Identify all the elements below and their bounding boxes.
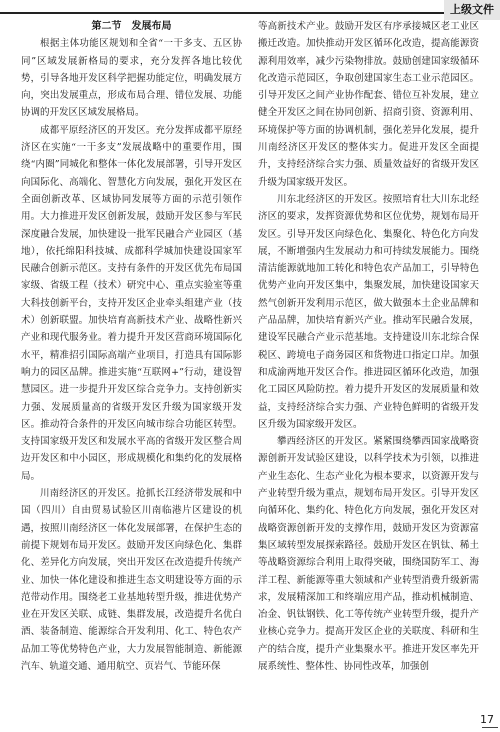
paragraph: 根据主体功能区规划和全省“一干多支、五区协同”区域发展新格局的要求，充分发挥各地比较优势，引导各地开发区科学把握功能定位，明确发展方向，突出发展重点，形成布局合理、错位发展、功能协调的开发区区域发展格局。: [21, 38, 242, 119]
page-number: 17: [480, 713, 494, 726]
right-column: [258, 18, 479, 708]
paragraph: 成都平原经济区的开发区。充分发挥成都平原经济区在实施“一干多支”发展战略中的重要作用，围绕“内圈”同城化和整体一体化发展部署，引导开发区向国际化、高端化、智慧化方向发展，强化开发区在全面创新改革、区域协同发展等方面的示范引领作用。大力推进开发区创新发展，鼓励开发区参与军民深度融合发展，加快建设一批军民融合产业园区（基地），依托绵阳科技城、成都科学城加快建设国家军民融合创新示范区。支持有条件的开发区优先布局国家级、省级工程（技术）研究中心、重点实验室等重大科技创新平台，支持开发区企业牵头组建产业（技术）创新联盟。加快培育高新技术产业、战略性新兴产业和现代服务业。着力提升开发区营商环境国际化水平，精准招引国际高端产业项目，打造具有国际影响力的园区品牌。推进实施“互联网+”行动，建设智慧园区。进一步提升开发区综合竞争力。支持创新实力强、发展质量高的省级开发区升级为国家级开发区。推动符合条件的开发区向城市综合功能区转型。支持国家级开发区和发展水平高的省级开发区整合周边开发区和中小园区，形成规模化和集约化的发展格局。: [21, 124, 242, 482]
page-number-rule: [482, 727, 498, 728]
header-tab-label: 上级文件: [444, 0, 500, 20]
paragraph: 川南经济区的开发区。抢抓长江经济带发展和中国（四川）自由贸易试验区川南临港片区建设的机遇，按照川南经济区一体化发展部署，在保护生态的前提下规划布局开发区。鼓励开发区向绿色化、集群化、差异化方向发展，突出开发区在改造提升传统产业、加快一体化建设和推进生态文明建设等方面的示范带动作用。围绕老工业基地转型升级，推进优势产业在开发区关联、成链、集群发展，改造提升名优白酒、装备制造、能源综合开发利用、化工、特色农产品加工等优势特色产业，大力发展智能制造、新能源汽车、轨道交通、通用航空、页岩气、节能环保: [21, 488, 242, 672]
header-bar: [0, 0, 500, 14]
left-column: [21, 18, 242, 708]
paragraph-continued: 等高新技术产业。鼓励开发区有序承接城区老工业区搬迁改造。加快推动开发区循环化改造，提高能源资源利用效率，减少污染物排放。鼓励创建国家级循环化改造示范园区，争取创建国家生态工业示范园区。引导开发区之间产业协作配套、错位互补发展，建立健全开发区之间在协同创新、招商引资、资源利用、环境保护等方面的协调机制，强化差异化发展，提升川南经济区开发区的整体实力。促进开发区全面提升，支持经济综合实力强、质量效益好的省级开发区升级为国家级开发区。: [258, 21, 479, 188]
header-rule: [0, 12, 500, 14]
paragraph: 川东北经济区的开发区。按照培育壮大川东北经济区的要求，发挥资源优势和区位优势，规划布局开发区。引导开发区向绿色化、集聚化、特色化方向发展，不断增强内生发展动力和可持续发展能力。围绕清洁能源就地加工转化和特色农产品加工，引导特色优势产业向开发区集中，集聚发展，加快建设国家天然气创新开发利用示范区，做大做强本土企业品牌和产品品牌，加快培育新兴产业。推动军民融合发展，建设军民融合产业示范基地。支持建设川东北综合保税区、跨境电子商务园区和货物进口指定口岸。加强和成渝两地开发区合作。推进园区循环化改造，加强化工园区风险防控。着力提升开发区的发展质量和效益，支持经济综合实力强、产业特色鲜明的省级开发区升级为国家级开发区。: [258, 193, 479, 430]
section-title: 第二节 发展布局: [91, 21, 172, 32]
paragraph: 攀西经济区的开发区。紧紧围绕攀西国家战略资源创新开发试验区建设，以科学技术为引领，以推进产业生态化、生态产业化为根本要求，以资源开发与产业转型升级为重点，规划布局开发区。引导开发区向循环化、集约化、特色化方向发展，强化开发区对战略资源创新开发的支撑作用，鼓励开发区为资源富集区域转型发展探索路径。鼓励开发区在钒钛、稀土等战略资源综合利用上取得突破，围绕国防军工、海洋工程、新能源等重大领域和产业转型消费升级新需求，发展精深加工和终端应用产品，推动机械制造、冶金、钒钛钢铁、化工等传统产业转型升级，提升产业核心竞争力。提高开发区企业的关联度、科研和生产的结合度，提升产业集聚水平。推进开发区率先开展系统性、整体性、协同性改革，加强创: [258, 436, 479, 672]
